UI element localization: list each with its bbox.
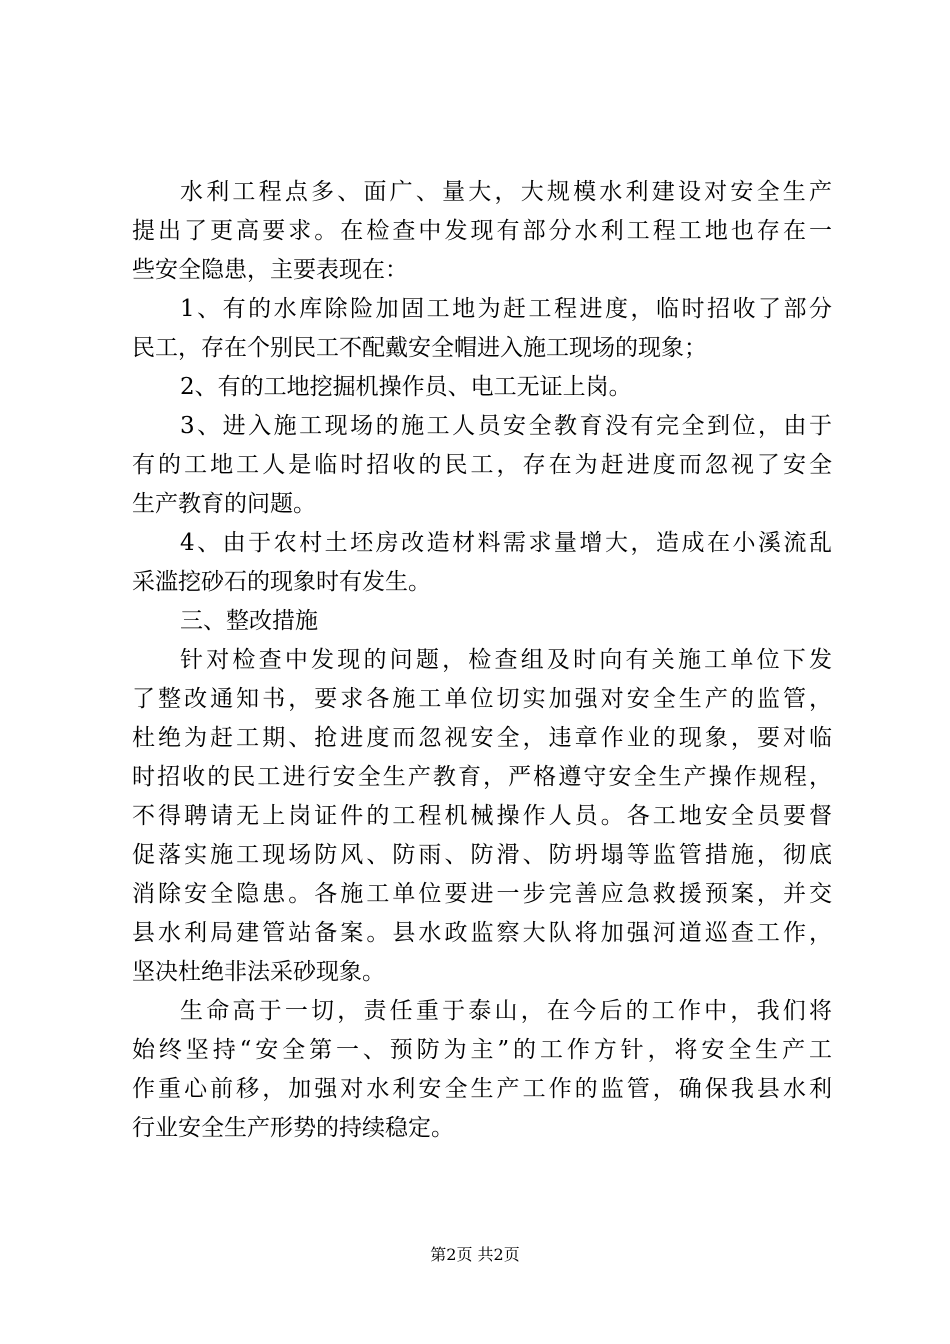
text-line: 促落实施工现场防风、防雨、防滑、防坍塌等监管措施，彻底 xyxy=(132,842,832,868)
text-line: 采滥挖砂石的现象时有发生。 xyxy=(132,569,431,595)
text-line: 3、进入施工现场的施工人员安全教育没有完全到位，由于 xyxy=(180,413,832,439)
document-body xyxy=(132,173,832,1148)
text-line: 坚决杜绝非法采砂现象。 xyxy=(132,959,385,985)
text-line: 有的工地工人是临时招收的民工，存在为赶进度而忽视了安全 xyxy=(132,452,832,478)
text-line: 生命高于一切，责任重于泰山，在今后的工作中，我们将 xyxy=(180,998,832,1024)
text-line: 生产教育的问题。 xyxy=(132,491,316,517)
text-line: 4、由于农村土坯房改造材料需求量增大，造成在小溪流乱 xyxy=(180,530,832,556)
text-line: 作重心前移，加强对水利安全生产工作的监管，确保我县水利 xyxy=(132,1076,832,1102)
text-line: 杜绝为赶工期、抢进度而忽视安全，违章作业的现象，要对临 xyxy=(132,725,832,751)
text-line: 消除安全隐患。各施工单位要进一步完善应急救援预案，并交 xyxy=(132,881,832,907)
text-line: 民工，存在个别民工不配戴安全帽进入施工现场的现象； xyxy=(132,335,707,361)
text-line: 时招收的民工进行安全生产教育，严格遵守安全生产操作规程， xyxy=(132,764,832,790)
text-line: 了整改通知书，要求各施工单位切实加强对安全生产的监管， xyxy=(132,686,832,712)
text-line: 针对检查中发现的问题，检查组及时向有关施工单位下发 xyxy=(180,647,832,673)
text-line: 水利工程点多、面广、量大，大规模水利建设对安全生产 xyxy=(180,179,832,205)
section-heading: 三、整改措施 xyxy=(180,608,318,634)
text-line: 些安全隐患，主要表现在： xyxy=(132,257,408,283)
text-line: 1、有的水库除险加固工地为赶工程进度，临时招收了部分 xyxy=(180,296,832,322)
page-number-footer: 第2页 共2页 xyxy=(430,1245,520,1264)
text-line: 县水利局建管站备案。县水政监察大队将加强河道巡查工作， xyxy=(132,920,832,946)
text-line: 2、有的工地挖掘机操作员、电工无证上岗。 xyxy=(180,374,632,400)
text-line: 行业安全生产形势的持续稳定。 xyxy=(132,1115,454,1141)
text-line: 不得聘请无上岗证件的工程机械操作人员。各工地安全员要督 xyxy=(132,803,832,829)
text-line: 始终坚持“安全第一、预防为主”的工作方针，将安全生产工 xyxy=(132,1037,832,1063)
text-line: 提出了更高要求。在检查中发现有部分水利工程工地也存在一 xyxy=(132,218,832,244)
